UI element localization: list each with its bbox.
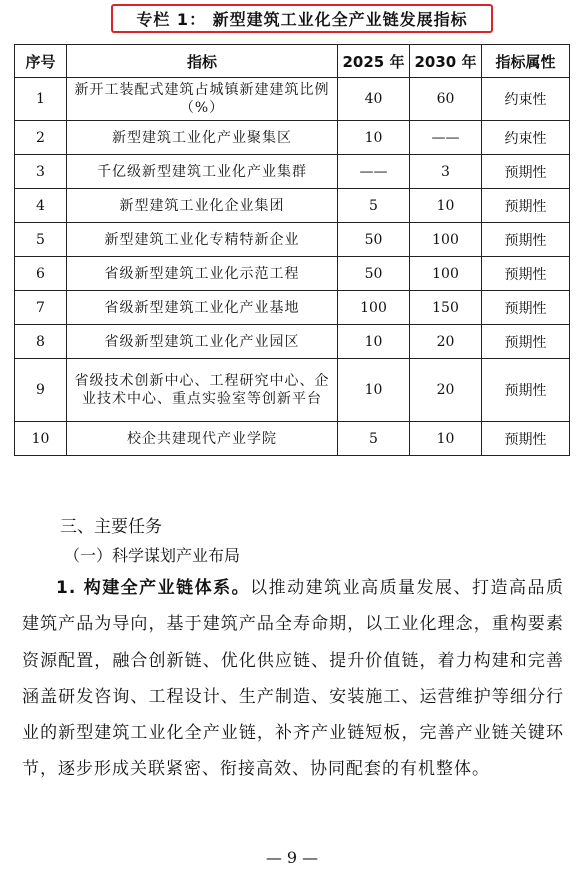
row-no: 10 xyxy=(15,422,67,456)
indicator-table xyxy=(14,44,570,456)
row-attr: 预期性 xyxy=(482,155,570,189)
row-indicator: 省级新型建筑工业化产业园区 xyxy=(67,325,338,359)
table-row xyxy=(15,78,570,121)
row-2025: 10 xyxy=(338,359,410,422)
row-2025: 5 xyxy=(338,422,410,456)
row-2030: 10 xyxy=(410,189,482,223)
table-row xyxy=(15,223,570,257)
header-2030: 2030 年 xyxy=(410,45,482,78)
row-no: 7 xyxy=(15,291,67,325)
row-no: 1 xyxy=(15,78,67,121)
row-2030: 150 xyxy=(410,291,482,325)
table-row xyxy=(15,257,570,291)
row-no: 3 xyxy=(15,155,67,189)
row-attr: 预期性 xyxy=(482,325,570,359)
row-2025: —— xyxy=(338,155,410,189)
row-attr: 预期性 xyxy=(482,257,570,291)
table-header-row xyxy=(15,45,570,78)
row-indicator: 新型建筑工业化专精特新企业 xyxy=(67,223,338,257)
header-2025: 2025 年 xyxy=(338,45,410,78)
row-no: 2 xyxy=(15,121,67,155)
section-heading: 三、主要任务 xyxy=(60,517,162,537)
row-no: 8 xyxy=(15,325,67,359)
box-title: 专栏 1： 新型建筑工业化全产业链发展指标 xyxy=(111,4,493,33)
row-indicator: 省级新型建筑工业化示范工程 xyxy=(67,257,338,291)
row-attr: 预期性 xyxy=(482,223,570,257)
row-2025: 50 xyxy=(338,257,410,291)
page-number: — 9 — xyxy=(265,848,319,867)
table-row xyxy=(15,359,570,422)
table-row xyxy=(15,155,570,189)
table-row xyxy=(15,189,570,223)
row-2030: 100 xyxy=(410,223,482,257)
row-no: 5 xyxy=(15,223,67,257)
row-no: 6 xyxy=(15,257,67,291)
row-attr: 预期性 xyxy=(482,359,570,422)
row-attr: 约束性 xyxy=(482,121,570,155)
row-2030: 100 xyxy=(410,257,482,291)
row-2030: 60 xyxy=(410,78,482,121)
row-2025: 10 xyxy=(338,121,410,155)
row-indicator: 新型建筑工业化企业集团 xyxy=(67,189,338,223)
table-row xyxy=(15,325,570,359)
row-no: 9 xyxy=(15,359,67,422)
row-attr: 预期性 xyxy=(482,422,570,456)
row-attr: 预期性 xyxy=(482,291,570,325)
table-row xyxy=(15,121,570,155)
row-2030: —— xyxy=(410,121,482,155)
header-no: 序号 xyxy=(15,45,67,78)
row-no: 4 xyxy=(15,189,67,223)
body-paragraph xyxy=(22,570,564,788)
table-row xyxy=(15,291,570,325)
row-indicator: 千亿级新型建筑工业化产业集群 xyxy=(67,155,338,189)
row-2025: 5 xyxy=(338,189,410,223)
row-indicator: 省级技术创新中心、工程研究中心、企业技术中心、重点实验室等创新平台 xyxy=(67,359,338,422)
table-row xyxy=(15,422,570,456)
row-2030: 10 xyxy=(410,422,482,456)
row-indicator: 校企共建现代产业学院 xyxy=(67,422,338,456)
row-2030: 20 xyxy=(410,325,482,359)
row-attr: 预期性 xyxy=(482,189,570,223)
header-indicator: 指标 xyxy=(67,45,338,78)
row-2030: 20 xyxy=(410,359,482,422)
row-indicator: 新型建筑工业化产业聚集区 xyxy=(67,121,338,155)
row-indicator: 新开工装配式建筑占城镇新建建筑比例（%） xyxy=(67,78,338,121)
row-2025: 100 xyxy=(338,291,410,325)
row-indicator: 省级新型建筑工业化产业基地 xyxy=(67,291,338,325)
row-2025: 50 xyxy=(338,223,410,257)
header-attr: 指标属性 xyxy=(482,45,570,78)
row-2025: 40 xyxy=(338,78,410,121)
row-2025: 10 xyxy=(338,325,410,359)
row-2030: 3 xyxy=(410,155,482,189)
paragraph-body: 以推动建筑业高质量发展、打造高品质建筑产品为导向，基于建筑产品全寿命期，以工业化理念，重构要素资源配置，融合创新链、优化供应链、提升价值链，着力构建和完善涵盖研发咨询、工程设计、生产制造、安装施工、运营维护等细分行业的新型建筑工业化全产业链，补齐产业链短板，完善产业链关键环节，逐步形成关联紧密、衔接高效、协同配套的有机整体。 xyxy=(22,578,564,780)
sub-heading: （一）科学谋划产业布局 xyxy=(64,546,241,565)
paragraph-title: 1. 构建全产业链体系。 xyxy=(56,578,251,598)
row-attr: 约束性 xyxy=(482,78,570,121)
